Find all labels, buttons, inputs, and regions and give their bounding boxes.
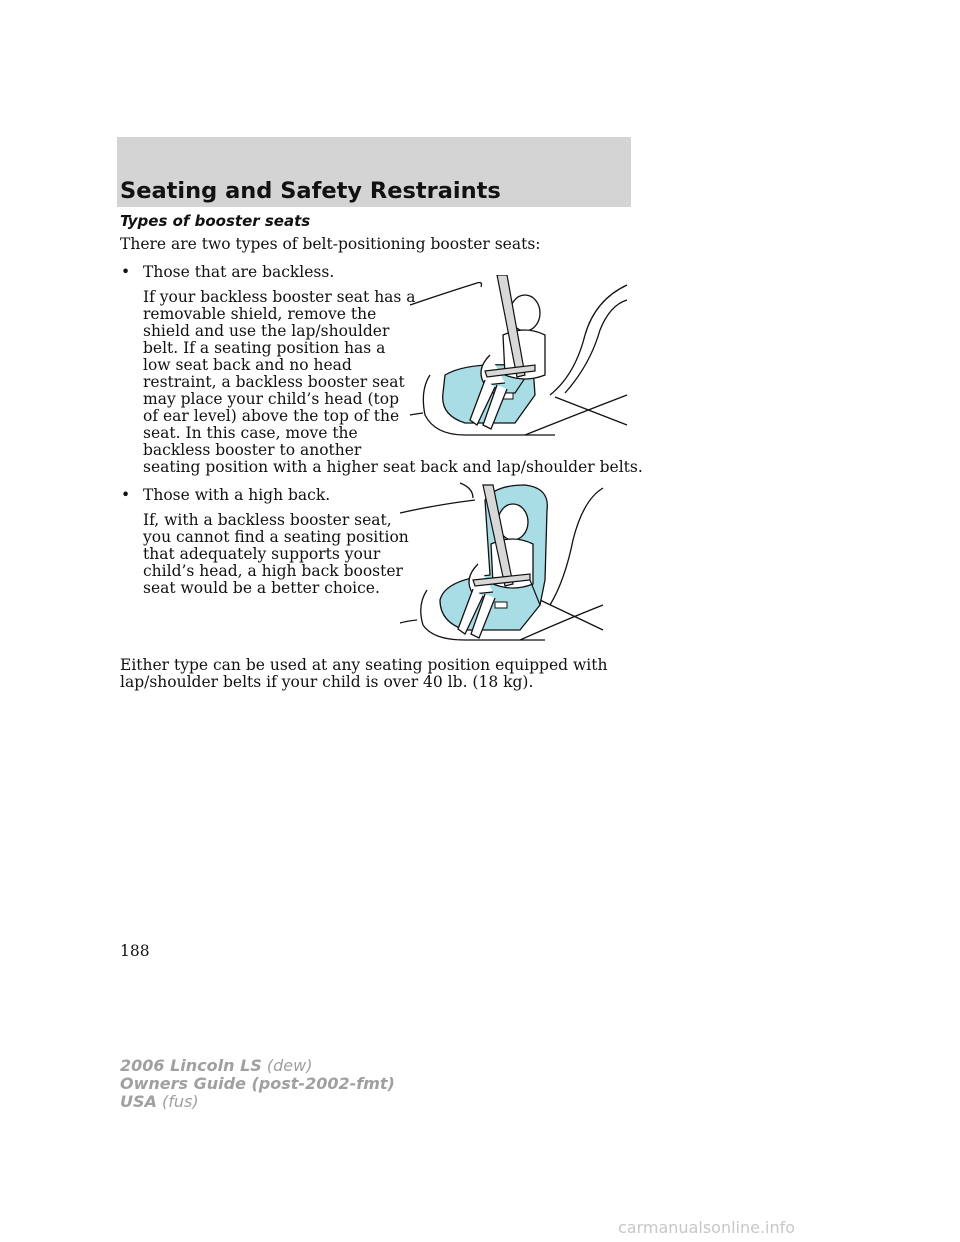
item2-line: If, with a backless booster seat, <box>143 511 392 529</box>
item1-line: of ear level) above the top of the <box>143 407 400 425</box>
item1-line: removable shield, remove the <box>143 305 377 323</box>
item1-line: seat. In this case, move the <box>143 424 358 442</box>
item1-line: seating position with a higher seat back and lap/shoulder belts. <box>143 458 643 476</box>
page-number: 188 <box>120 942 150 960</box>
item2-label: Those with a high back. <box>143 486 331 504</box>
bullet-icon: • <box>121 263 131 281</box>
item1-line: shield and use the lap/shoulder <box>143 322 390 340</box>
high-back-booster-illustration <box>395 480 605 645</box>
bullet-icon: • <box>121 486 131 504</box>
item2-line: seat would be a better choice. <box>143 579 380 597</box>
footer-model-code: (dew) <box>266 1056 313 1075</box>
watermark-text: carmanualsonline.info <box>618 1218 796 1237</box>
closing-line: Either type can be used at any seating position equipped with <box>120 656 608 674</box>
closing-line: lap/shoulder belts if your child is over 40 lb. (18 kg). <box>120 673 534 691</box>
item1-line: backless booster to another <box>143 441 362 459</box>
item2-line: child’s head, a high back booster <box>143 562 403 580</box>
footer-model: 2006 Lincoln LS <box>120 1056 262 1075</box>
subheading: Types of booster seats <box>120 212 311 230</box>
item1-label: Those that are backless. <box>143 263 335 281</box>
section-title: Seating and Safety Restraints <box>120 178 501 204</box>
footer-market-code: (fus) <box>162 1092 199 1111</box>
item1-line: low seat back and no head <box>143 356 352 374</box>
intro-text: There are two types of belt-positioning booster seats: <box>120 235 541 253</box>
item2-line: you cannot find a seating position <box>143 528 409 546</box>
backless-booster-illustration <box>405 275 630 440</box>
footer-market: USA <box>120 1092 157 1111</box>
item1-line: may place your child’s head (top <box>143 390 400 408</box>
item1-line: belt. If a seating position has a <box>143 339 386 357</box>
item1-line: restraint, a backless booster seat <box>143 373 405 391</box>
document-footer <box>120 1057 395 1111</box>
item1-line: If your backless booster seat has a <box>143 288 416 306</box>
item2-line: that adequately supports your <box>143 545 381 563</box>
footer-guide: Owners Guide (post-2002-fmt) <box>120 1074 395 1093</box>
